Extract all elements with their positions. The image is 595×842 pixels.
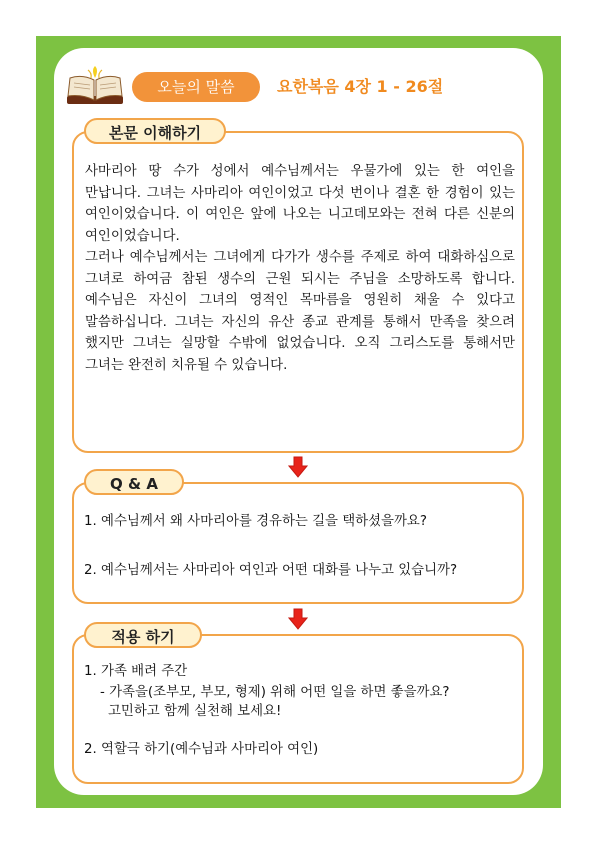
open-book-icon: [64, 62, 126, 108]
paragraph: 그러나 예수님께서는 그녀에게 다가가 생수를 주제로 하여 대화하심으로 그녀로 하여금 참된 생수의 근원 되시는 주님을 소망하도록 합니다. 예수님은 자신이 그녀의 영적인 목마름을 영원히 채울 수 있다고 말씀하십니다. 그녀는 자신의 유산 종교 관계를 통해서 만족을 찾으려 했지만 그녀는 실망할 수밖에 없었습니다. 오직 그리스도를 통해서만 그녀는 완전히 치유될 수 있습니다.: [85, 250, 515, 373]
scripture-reference: 요한복음 4장 1 - 26절: [277, 77, 444, 96]
understanding-text: [85, 161, 515, 376]
paragraph: 사마리아 땅 수가 성에서 예수님께서는 우물가에 있는 한 여인을 만납니다. 그녀는 사마리아 여인이었고 다섯 번이나 결혼 한 경험이 있는 여인이었습니다. 이 여인은 앞에 나오는 니고데모와는 전혀 다른 신분의 여인이었습니다.: [85, 164, 515, 244]
apply-item-1: 1. 가족 배려 주간: [84, 664, 188, 679]
apply-item-2: 2. 역할극 하기(예수님과 사마리아 여인): [84, 742, 319, 757]
arrow-down-icon: [288, 456, 308, 478]
apply-item-1-detail: - 가족을(조부모, 부모, 형제) 위해 어떤 일을 하면 좋을까요?: [100, 685, 450, 700]
qa-box: [72, 482, 524, 604]
apply-item-1-detail-cont: 고민하고 함께 실천해 보세요!: [108, 704, 282, 719]
apply-tab: 적용 하기: [84, 622, 202, 648]
question-1: 1. 예수님께서 왜 사마리아를 경유하는 길을 택하셨을까요?: [84, 514, 427, 529]
qa-tab: Q & A: [84, 469, 184, 495]
section-label: 오늘의 말씀: [132, 72, 260, 102]
question-2: 2. 예수님께서는 사마리아 여인과 어떤 대화를 나누고 있습니까?: [84, 563, 458, 578]
arrow-down-icon: [288, 608, 308, 630]
understanding-tab: 본문 이해하기: [84, 118, 226, 144]
